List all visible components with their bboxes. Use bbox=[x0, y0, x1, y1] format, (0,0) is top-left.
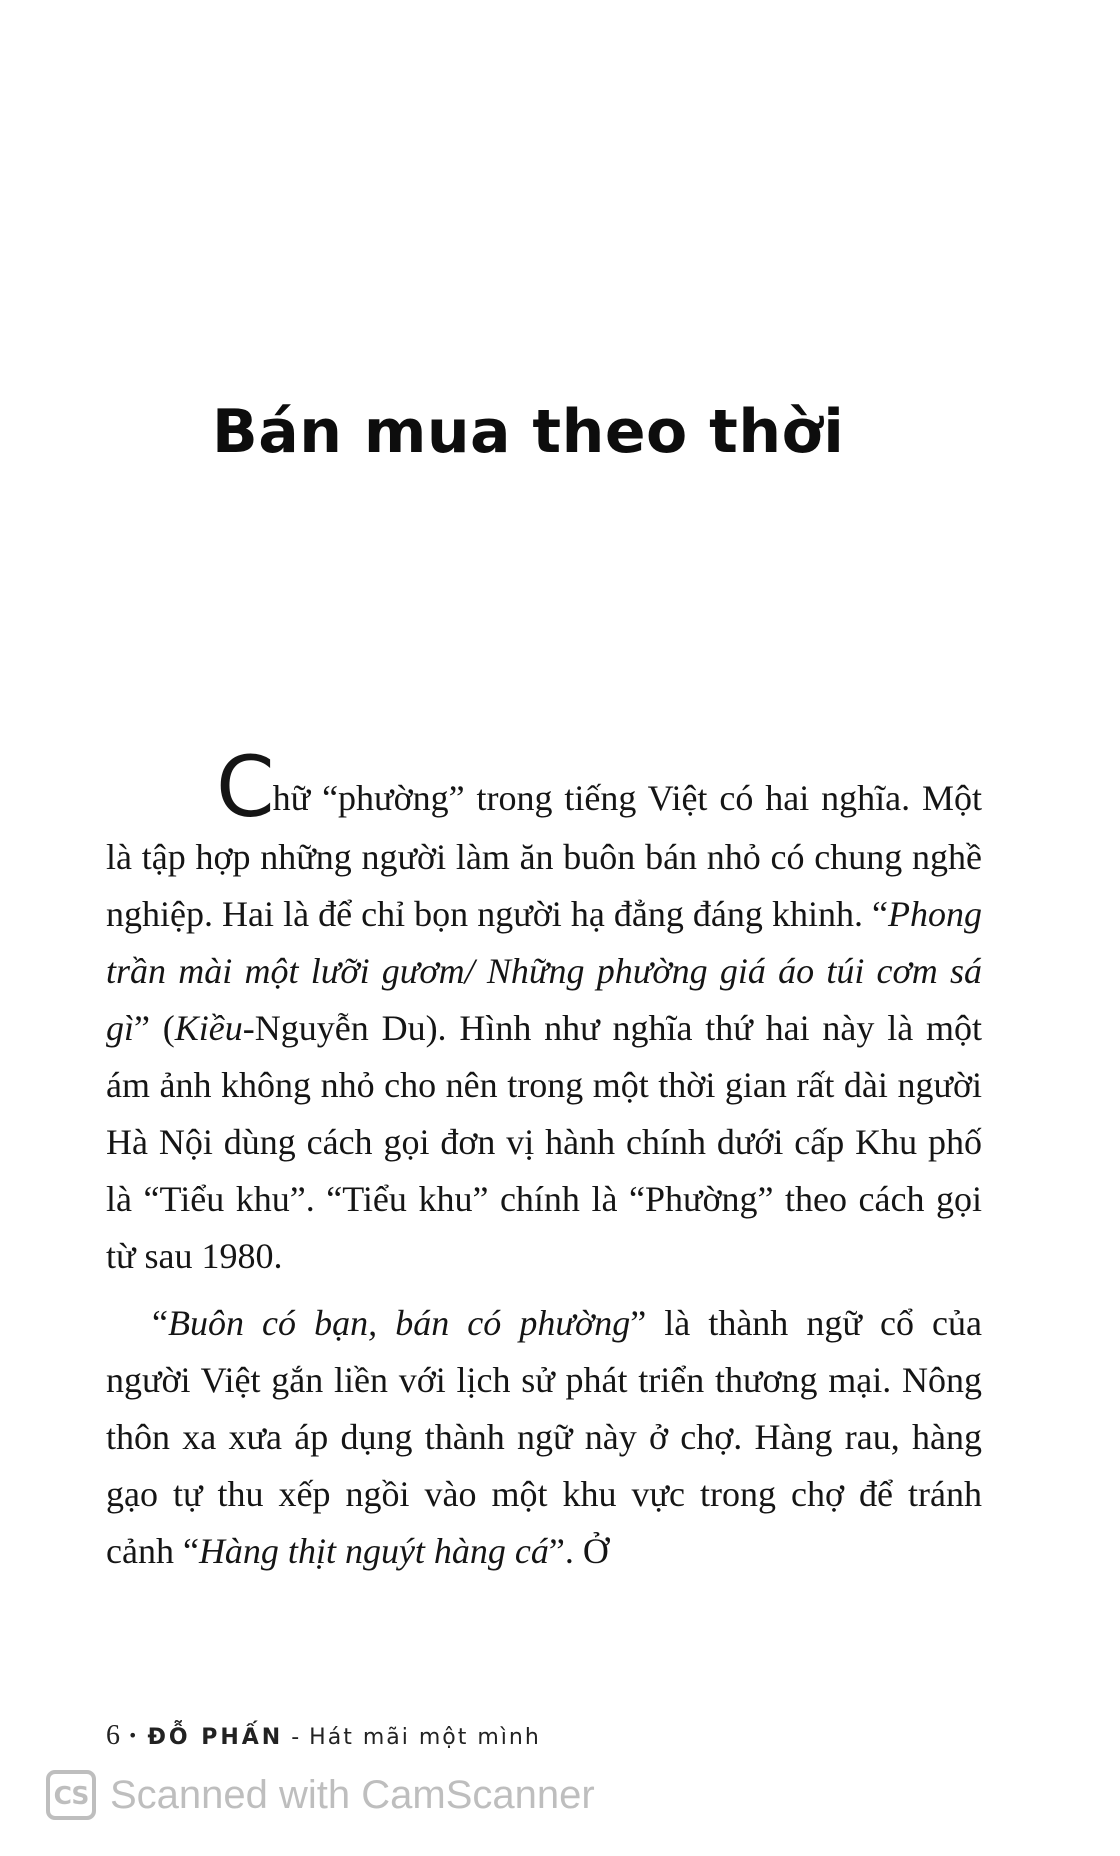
text-segment: -Nguyễn Du). Hình như nghĩa thứ hai này là một ám ảnh không nhỏ cho nên trong một thời gian rất dài người Hà Nội dùng cách gọi đơn vị hành chính dưới cấp Khu phố là “Tiểu khu”. “Tiểu khu” chính là “Phường” theo cách gọi từ sau 1980. bbox=[106, 1008, 982, 1276]
watermark-text: Scanned with CamScanner bbox=[110, 1772, 595, 1817]
page-footer bbox=[106, 1720, 541, 1752]
drop-cap-letter: C bbox=[216, 738, 273, 836]
text-segment: ” ( bbox=[134, 1008, 175, 1048]
chapter-title: Bán mua theo thời bbox=[212, 397, 845, 467]
paragraph-2 bbox=[106, 1295, 982, 1580]
book-title: Hát mãi một mình bbox=[309, 1725, 541, 1750]
body-text bbox=[106, 738, 983, 1580]
work-title-kieu: Kiều bbox=[174, 1008, 243, 1048]
quote-kieu-verse: Phong trần mài một lưỡi gươm/ Những phường giá áo túi cơm sá gì bbox=[106, 894, 982, 1048]
idiom-buon-co-ban: Buôn có bạn, bán có phường bbox=[167, 1303, 631, 1343]
camscanner-watermark bbox=[46, 1770, 595, 1820]
author-name: ĐỖ PHẤN bbox=[147, 1725, 284, 1750]
bullet-separator: • bbox=[128, 1726, 140, 1745]
text-segment: hữ “phường” trong tiếng Việt có hai nghĩa. Một là tập hợp những người làm ăn buôn bán nhỏ có chung nghề nghiệp. Hai là để chỉ bọn người hạ đẳng đáng khinh. “ bbox=[106, 778, 982, 934]
page-number: 6 bbox=[106, 1720, 120, 1751]
dash-separator: - bbox=[291, 1725, 302, 1750]
camscanner-logo-icon: CS bbox=[46, 1770, 96, 1820]
text-segment: ”. Ở bbox=[548, 1531, 609, 1571]
idiom-hang-thit: Hàng thịt nguýt hàng cá bbox=[198, 1531, 549, 1571]
paragraph-1 bbox=[106, 738, 982, 1285]
text-segment: “ bbox=[152, 1303, 168, 1343]
text-segment: ” là thành ngữ cổ của người Việt gắn liền với lịch sử phát triển thương mại. Nông thôn xa xưa áp dụng thành ngữ này ở chợ. Hàng rau, hàng gạo tự thu xếp ngồi vào một khu vực trong chợ để tránh cảnh “ bbox=[106, 1303, 983, 1571]
